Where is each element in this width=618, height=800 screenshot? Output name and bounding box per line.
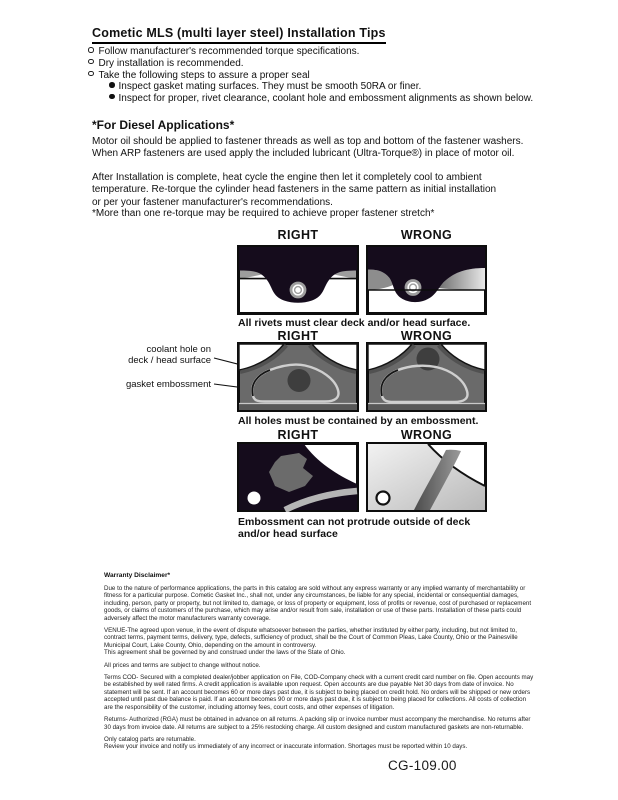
row2-right-label: RIGHT	[277, 329, 319, 343]
diesel-paragraph-2	[92, 172, 496, 209]
legal-paragraph	[104, 627, 534, 649]
tip-subitem: Inspect for proper, rivet clearance, coolant hole and embossment alignments as shown below.	[109, 93, 533, 105]
legal-paragraph	[104, 716, 534, 731]
page-number: CG-109.00	[388, 758, 457, 773]
row2-wrong-label: WRONG	[400, 329, 453, 343]
legal-paragraph	[104, 585, 534, 622]
legal-paragraph	[104, 662, 534, 669]
tip-subitem: Inspect gasket mating surfaces. They must be smooth 50RA or finer.	[109, 81, 533, 93]
row3-wrong-label: WRONG	[400, 428, 453, 442]
tip-item: Dry installation is recommended.	[88, 58, 359, 70]
legal-line: goods, or claims of customers of the purchase, which may arise and/or result from sale, installation or use of these parts. Installation of these parts could	[104, 607, 522, 615]
paragraph-line: After Installation is complete, heat cycle the engine then let it completely cool to ambient	[92, 172, 482, 183]
diesel-note	[92, 208, 434, 220]
legal-paragraph	[104, 743, 534, 750]
coolant-hole	[288, 369, 311, 392]
diesel-heading: *For Diesel Applications*	[92, 118, 235, 132]
diagram-protrude-wrong-graphic	[366, 442, 487, 512]
paragraph-line: temperature. Re-torque the cylinder head fasteners in the same pattern as initial installation	[92, 184, 497, 196]
paragraph-line: Motor oil should be applied to fastener threads as well as top and bottom of the fastener washers.	[92, 136, 524, 147]
legal-line: Review your invoice and notify us immediately of any incorrect or inaccurate information. Shortages must be reported within 10 days.	[104, 743, 468, 751]
legal-line: are the responsibility of the customer, including attorney fees, court costs, and other expenses of litigation.	[104, 703, 395, 711]
warranty-disclaimer-heading: Warranty Disclaimer*	[104, 572, 171, 579]
legal-line: This agreement shall be governed by and construed under the laws of the State of Ohio.	[104, 649, 346, 657]
diagram-coolant-wrong-graphic	[366, 342, 487, 412]
tip-item: Take the following steps to assure a proper seal	[88, 70, 359, 82]
tip-item: Follow manufacturer's recommended torque specifications.	[88, 46, 359, 58]
legal-line: Returns- Authorized (RGA) must be obtained in advance on all returns. A packing slip or invoice number must accompany the merchandise. No returns after	[104, 716, 531, 724]
row1-wrong-label: WRONG	[400, 228, 453, 242]
legal-line: be established by well rated firms. A credit application is available upon request. Open accounts are due payable Net 30 days from date of invoice. No	[104, 681, 514, 689]
tips-sublist	[109, 81, 533, 105]
row2-caption: All holes must be contained by an embossment.	[238, 415, 479, 427]
row3-right-label: RIGHT	[277, 428, 319, 442]
legal-paragraph	[104, 674, 534, 711]
tips-list	[88, 46, 359, 81]
legal-line: Terms COD- Secured with a completed dealer/jobber application on File, COD-Company check with a current credit card number on file. Open accounts may	[104, 674, 534, 682]
diagram-coolant-right-graphic	[237, 342, 359, 412]
diagram-rivet-right-graphic	[237, 245, 359, 315]
legal-line: including, person, party or property, but not limited to, damage, or loss of property or equipment, loss of profits or revenue, cost of purchased or replacement	[104, 599, 532, 607]
row1-right-label: RIGHT	[277, 228, 319, 242]
legal-line: adversely affect the motor manufacturers warranty coverage.	[104, 614, 271, 622]
diagram-protrude-right-graphic	[237, 442, 359, 512]
legal-line: contract terms, payment terms, delivery, type, defects, sufficiency of product, shall be the Court of Common Pleas, Lake County, Ohio or the Painesville	[104, 634, 518, 642]
diesel-paragraph-1	[92, 136, 523, 161]
paragraph-line: When ARP fasteners are used apply the included lubricant (Ultra-Torque®) in place of motor oil.	[92, 148, 515, 160]
legal-line: 30 days from invoice date. All returns are subject to a 25% restocking charge. All custom designed and custom manufactured gaskets are non-returnable.	[104, 723, 524, 731]
legal-paragraph	[104, 736, 534, 743]
legal-line: statement will be sent. If an account becomes 60 or more days past due, it is subject to being placed on credit hold. No orders will be shipped or new orders	[104, 688, 531, 696]
paragraph-line: *More than one re-torque may be required to achieve proper fastener stretch*	[92, 208, 435, 219]
page-title: Cometic MLS (multi layer steel) Installation Tips	[92, 26, 386, 44]
row3-caption: Embossment can not protrude outside of deck and/or head surface	[238, 516, 471, 540]
row1-caption: All rivets must clear deck and/or head surface.	[238, 317, 471, 329]
legal-line: Municipal Court, Lake County, Ohio, depending on the amount in controversy.	[104, 641, 317, 649]
legal-paragraph	[104, 649, 534, 656]
legal-line: fitness for a particular purpose. Cometic Gasket Inc., shall not, under any circumstances, be liable for any special, incidental or consequential damages,	[104, 592, 519, 600]
bolt-hole	[377, 492, 390, 505]
legal-line: Due to the nature of performance applications, the parts in this catalog are sold without any express warranty or any implied warranty of merchantability or	[104, 585, 526, 592]
legal-line: Only catalog parts are returnable.	[104, 735, 196, 743]
coolant-hole-label: coolant hole on deck / head surface	[128, 344, 211, 366]
paragraph-line: or per your fastener manufacturer's recommendations.	[92, 196, 333, 208]
gasket-embossment-label: gasket embossment	[125, 379, 211, 390]
legal-section	[104, 572, 534, 751]
legal-line: All prices and terms are subject to change without notice.	[104, 661, 261, 669]
bolt-hole	[248, 492, 261, 505]
legal-line: accepted until past due balance is paid. If an account becomes 90 or more days past due, it is subject to being placed for collections. All costs of collection	[104, 696, 527, 704]
legal-line: VENUE-The agreed upon venue, in the event of dispute whatsoever between the parties, whether instituted by either party, including, but not limited to,	[104, 627, 517, 635]
diagram-rivet-wrong-graphic	[366, 245, 487, 315]
